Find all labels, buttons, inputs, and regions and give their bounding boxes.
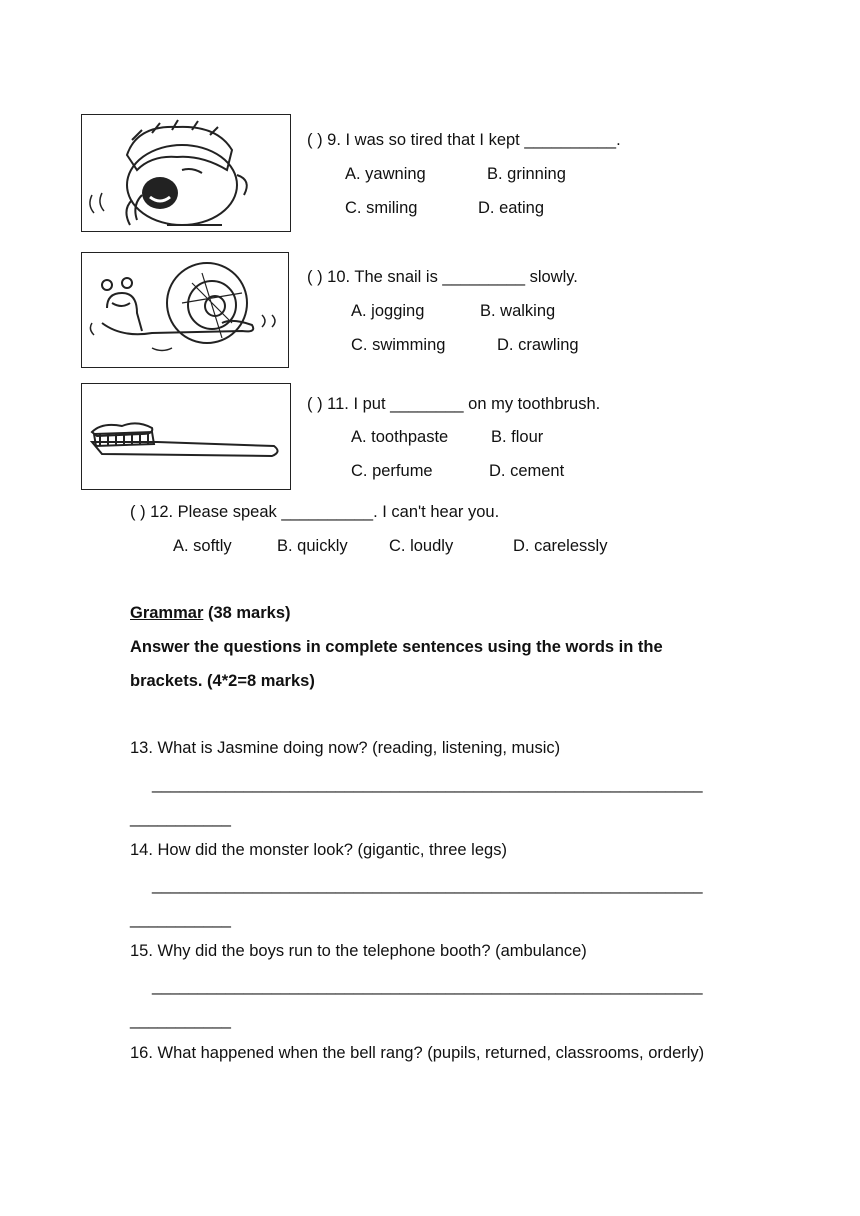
question-10-option-d[interactable]: D. crawling (497, 336, 579, 354)
question-9-option-a[interactable]: A. yawning (345, 165, 426, 183)
yawning-boy-picture (81, 114, 291, 232)
question-9-option-d[interactable]: D. eating (478, 199, 545, 217)
question-14-answer-line-2[interactable]: ___________ (130, 910, 231, 928)
grammar-marks: (38 marks) (203, 604, 291, 622)
question-11-option-c[interactable]: C. perfume (351, 462, 433, 480)
question-15-text: 15. Why did the boys run to the telephone booth? (ambulance) (130, 942, 587, 960)
question-14-text: 14. How did the monster look? (gigantic, three legs) (130, 841, 507, 859)
question-13-text: 13. What is Jasmine doing now? (reading, listening, music) (130, 739, 561, 757)
question-13-answer-line-1[interactable]: ____________________________________________________________ (152, 775, 703, 793)
question-10-option-c[interactable]: C. swimming (351, 336, 446, 354)
question-10-text: ( ) 10. The snail is _________ slowly. (307, 268, 578, 286)
question-15-answer-line-1[interactable]: ____________________________________________________________ (152, 977, 703, 995)
question-13-answer-line-2[interactable]: ___________ (130, 809, 231, 827)
question-16-text: 16. What happened when the bell rang? (pupils, returned, classrooms, orderly) (130, 1044, 705, 1062)
question-12-option-d[interactable]: D. carelessly (513, 537, 608, 555)
question-11-text: ( ) 11. I put ________ on my toothbrush. (307, 395, 601, 413)
question-12-text: ( ) 12. Please speak __________. I can't hear you. (130, 503, 500, 521)
question-12-option-a[interactable]: A. softly (173, 537, 232, 555)
grammar-heading-line (130, 603, 291, 623)
question-9-option-c[interactable]: C. smiling (345, 199, 418, 217)
question-11-option-a[interactable]: A. toothpaste (351, 428, 449, 446)
grammar-heading: Grammar (130, 604, 204, 622)
snail-picture (81, 252, 289, 368)
question-12-option-b[interactable]: B. quickly (277, 537, 348, 555)
grammar-instruction-line2: brackets. (4*2=8 marks) (130, 672, 315, 690)
question-11-option-d[interactable]: D. cement (489, 462, 565, 480)
question-9-text: ( ) 9. I was so tired that I kept __________. (307, 131, 621, 149)
grammar-instruction-line1: Answer the questions in complete sentences using the words in the (130, 638, 663, 656)
question-9-option-b[interactable]: B. grinning (487, 165, 566, 183)
question-11-option-b[interactable]: B. flour (491, 428, 544, 446)
question-14-answer-line-1[interactable]: ____________________________________________________________ (152, 876, 703, 894)
question-15-answer-line-2[interactable]: ___________ (130, 1011, 231, 1029)
question-12-option-c[interactable]: C. loudly (389, 537, 454, 555)
question-10-option-b[interactable]: B. walking (480, 302, 556, 320)
toothbrush-picture (81, 383, 291, 490)
question-10-option-a[interactable]: A. jogging (351, 302, 425, 320)
